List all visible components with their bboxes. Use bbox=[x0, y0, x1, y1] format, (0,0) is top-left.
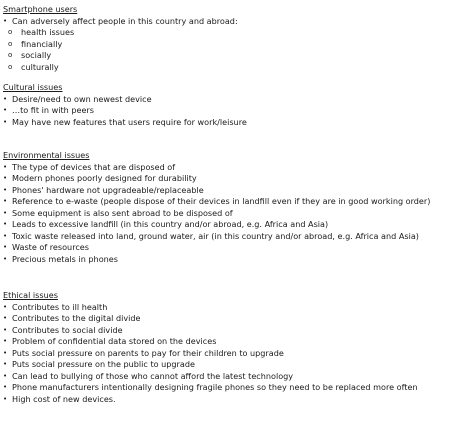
sub-list-item bbox=[3, 27, 471, 39]
bullet-icon: • bbox=[3, 371, 8, 380]
list-item-text: May have new features that users require for work/leisure bbox=[12, 116, 247, 127]
list-item bbox=[3, 219, 471, 231]
list-item bbox=[3, 254, 471, 266]
list-item bbox=[3, 242, 471, 254]
sub-list-item bbox=[3, 50, 471, 62]
list-item-text: Contributes to ill health bbox=[12, 301, 108, 312]
list-item bbox=[3, 162, 471, 174]
list-item bbox=[3, 371, 471, 383]
list-item bbox=[3, 196, 471, 208]
section-heading: Smartphone users bbox=[3, 4, 78, 14]
list-item bbox=[3, 173, 471, 185]
list-item-text: Contributes to the digital divide bbox=[12, 313, 141, 323]
list-item-text: Can adversely affect people in this country and abroad: bbox=[12, 15, 238, 26]
list-item-text: Puts social pressure on parents to pay for their children to upgrade bbox=[12, 347, 284, 358]
list-item-text: Precious metals in phones bbox=[12, 253, 118, 264]
list-item bbox=[3, 313, 471, 325]
bullet-icon: • bbox=[3, 197, 8, 205]
section-smartphone-users bbox=[3, 4, 471, 73]
bullet-icon: • bbox=[3, 243, 8, 251]
list-item-text: Modern phones poorly designed for durability bbox=[12, 173, 197, 183]
circle-bullet-icon: o bbox=[8, 28, 13, 36]
bullet-icon: • bbox=[3, 337, 8, 345]
sub-list-item-text: culturally bbox=[21, 61, 59, 72]
sub-list-item-text: socially bbox=[21, 50, 52, 60]
circle-bullet-icon: o bbox=[8, 51, 13, 59]
bullet-icon: • bbox=[3, 348, 8, 357]
list-item-text: Waste of resources bbox=[12, 242, 89, 252]
list-item-text: High cost of new devices. bbox=[12, 393, 116, 404]
bullet-icon: • bbox=[3, 325, 8, 334]
bullet-icon: • bbox=[3, 106, 8, 114]
list-item bbox=[3, 208, 471, 220]
section-heading: Environmental issues bbox=[3, 150, 90, 160]
sub-list-item bbox=[3, 39, 471, 51]
list-item-text: Desire/need to own newest device bbox=[12, 93, 152, 104]
list-item-text: …to fit in with peers bbox=[12, 105, 94, 115]
bullet-icon: • bbox=[3, 231, 8, 240]
list-item-text: Contributes to social divide bbox=[12, 324, 123, 335]
bullet-icon: • bbox=[3, 220, 8, 228]
list-item bbox=[3, 231, 471, 243]
list-item-text: Reference to e-waste (people dispose of their devices in landfill even if they are in good working order) bbox=[12, 196, 431, 206]
bullet-icon: • bbox=[3, 185, 8, 194]
list-item bbox=[3, 336, 471, 348]
bullet-icon: • bbox=[3, 208, 8, 217]
bullet-icon: • bbox=[3, 16, 8, 25]
list-item bbox=[3, 105, 471, 117]
list-item-text: Toxic waste released into land, ground water, air (in this country and/or abroad, e.g. Africa and Asia) bbox=[12, 230, 419, 241]
list-item bbox=[3, 394, 471, 406]
section-heading: Ethical issues bbox=[3, 290, 58, 300]
bullet-icon: • bbox=[3, 302, 8, 311]
circle-bullet-icon: o bbox=[8, 62, 13, 71]
sub-list-item-text: health issues bbox=[21, 27, 75, 37]
bullet-icon: • bbox=[3, 94, 8, 103]
bullet-icon: • bbox=[3, 117, 8, 126]
list-item bbox=[3, 348, 471, 360]
list-item-text: Leads to excessive landfill (in this country and/or abroad, e.g. Africa and Asia) bbox=[12, 219, 329, 229]
list-item bbox=[3, 117, 471, 129]
section-heading: Cultural issues bbox=[3, 82, 63, 92]
bullet-icon: • bbox=[3, 360, 8, 368]
bullet-icon: • bbox=[3, 383, 8, 391]
circle-bullet-icon: o bbox=[8, 39, 13, 48]
bullet-icon: • bbox=[3, 162, 8, 171]
list-item bbox=[3, 16, 471, 28]
list-item bbox=[3, 382, 471, 394]
list-item-text: Phones' hardware not upgradeable/replaceable bbox=[12, 184, 204, 195]
bullet-icon: • bbox=[3, 314, 8, 322]
list-item bbox=[3, 185, 471, 197]
list-item-text: Can lead to bullying of those who cannot afford the latest technology bbox=[12, 370, 294, 381]
list-item-text: Puts social pressure on the public to upgrade bbox=[12, 359, 195, 369]
list-item bbox=[3, 302, 471, 314]
list-item bbox=[3, 325, 471, 337]
list-item-text: The type of devices that are disposed of bbox=[12, 161, 176, 172]
section-ethical-issues bbox=[3, 290, 471, 405]
list-item-text: Problem of confidential data stored on the devices bbox=[12, 336, 217, 346]
list-item bbox=[3, 94, 471, 106]
list-item-text: Some equipment is also sent abroad to be disposed of bbox=[12, 207, 233, 218]
bullet-icon: • bbox=[3, 254, 8, 263]
list-item bbox=[3, 359, 471, 371]
bullet-icon: • bbox=[3, 394, 8, 403]
list-item-text: Phone manufacturers intentionally designing fragile phones so they need to be replaced more often bbox=[12, 382, 418, 392]
sub-list-item-text: financially bbox=[21, 38, 63, 49]
section-environmental-issues bbox=[3, 150, 471, 265]
sub-list-item bbox=[3, 62, 471, 74]
section-cultural-issues bbox=[3, 82, 471, 128]
bullet-icon: • bbox=[3, 174, 8, 182]
